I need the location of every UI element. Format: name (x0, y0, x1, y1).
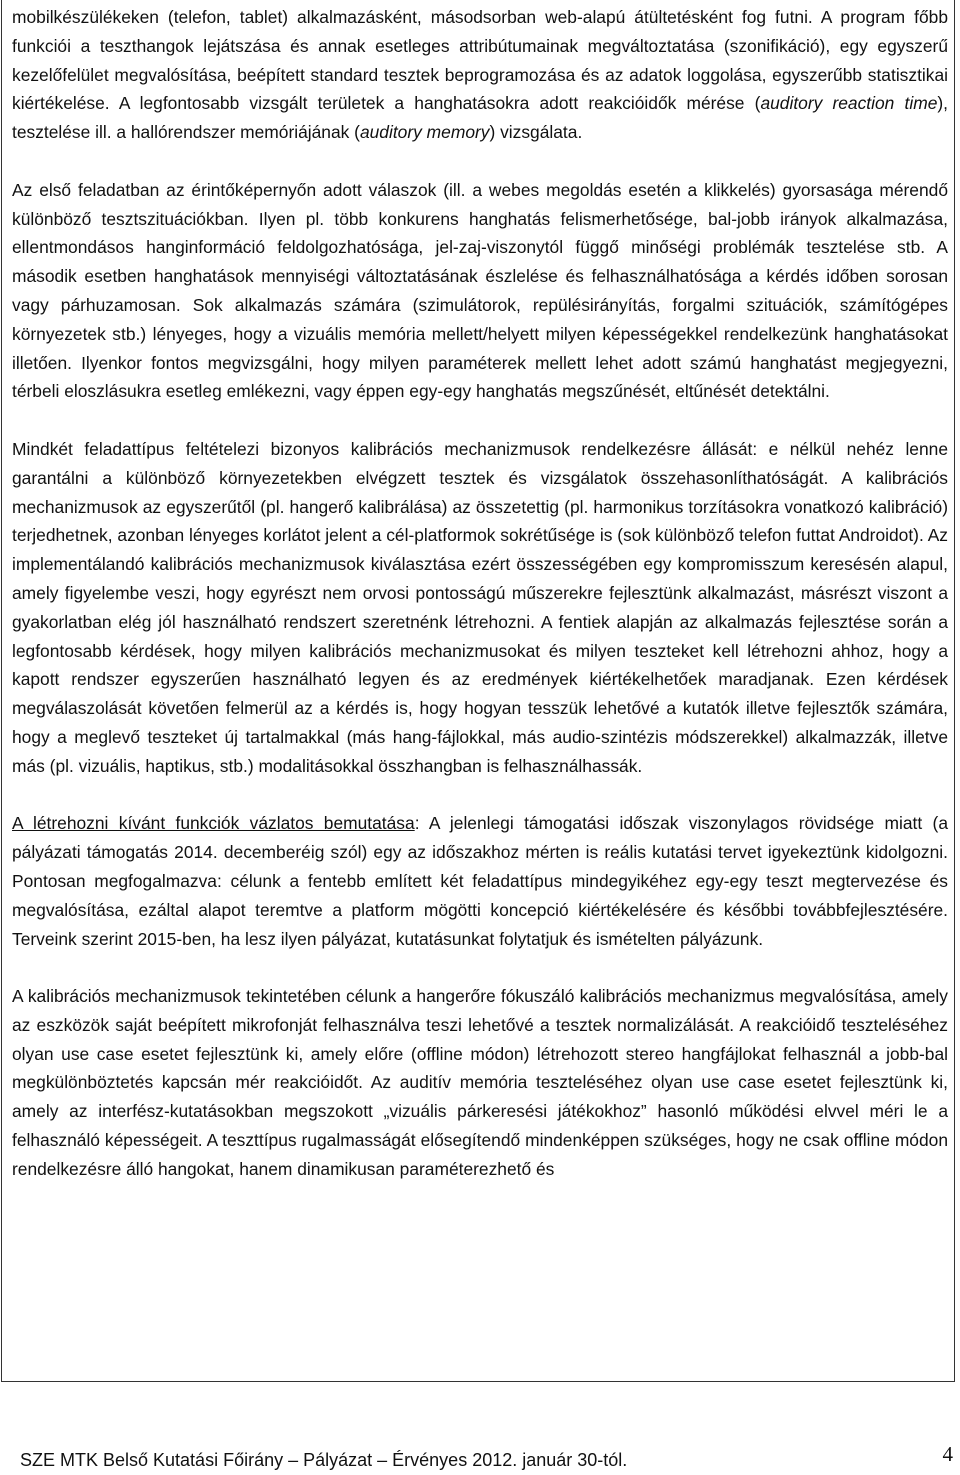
paragraph-intro-text: mobilkészülékeken (telefon, tablet) alkalmazásként, másodsorban web-alapú átültetésként fog futni. A program főbb funkciói a teszthangok lejátszása és annak esetleges attribútumainak megváltoztatása (szonifikáció), egy egyszerű kezelőfelület megvalósítása, beépített standard tesztek beprogramozása és az adatok loggolása, egyszerűbb statisztikai kiértékelése. A legfontosabb vizsgált területek a hanghatásokra adott reakcióidők mérése ( (12, 7, 948, 114)
term-auditory-memory: auditory memory (359, 122, 490, 143)
term-auditory-reaction-time: auditory reaction time (760, 93, 938, 114)
paragraph-intro-middle: ), tesztelése ill. a hallórendszer memóriájának ( (12, 93, 948, 143)
page-footer (20, 1442, 955, 1474)
paragraph-intro (12, 3, 948, 147)
paragraph-intro-end: ) vizsgálata. (489, 122, 583, 143)
paragraph-tasks: Az első feladatban az érintőképernyőn adott válaszok (ill. a webes megoldás esetén a klikkelés) gyorsasága mérendő különböző tesztszituációkban. Ilyen pl. több konkurens hanghatás felismerhetősége, bal-jobb irányok alkalmazása, ellentmondásos hanginformáció feldolgozhatósága, jel-zaj-viszonytól függő minőségi problémák tesztelése stb. A második esetben hanghatások mennyiségi változtatásának észlelése és felhasználhatósága a kérdés időben sorosan vagy párhuzamosan. Sok alkalmazás számára (szimulátorok, repülésirányítás, forgalmi szituációk, számítógépes környezetek stb.) lényeges, hogy a vizuális memória mellett/helyett milyen képességekkel rendelkezünk hanghatásokat illetően. Ilyenkor fontos megvizsgálni, hogy milyen paraméterek mellett lehet adott számú hanghatást megjegyezni, térbeli eloszlásukra esetleg emlékezni, vagy éppen egy-egy hanghatás megszűnését, eltűnését detektálni. (12, 179, 948, 402)
paragraph-functions (12, 809, 948, 953)
paragraph-functions-text: : A jelenlegi támogatási időszak viszonylagos rövidsége miatt (a pályázati támogatás 2014. decemberéig szól) egy az időszakhoz mérten is reális kutatási tervet igyekeztünk kidolgozni. Pontosan megfogalmazva: célunk a fentebb említett két feladattípus mindegyikéhez egy-egy teszt megtervezése és megvalósítása, ezáltal alapot teremtve a platform mögötti koncepció kiértékelésére és későbbi továbbfejlesztésére. Terveink szerint 2015-ben, ha lesz ilyen pályázat, kutatásunkat folytatjuk és ismételten pályázunk. (12, 813, 948, 949)
footer-text: SZE MTK Belső Kutatási Főirány – Pályázat – Érvényes 2012. január 30-tól. (20, 1450, 628, 1470)
paragraph-calibration: Mindkét feladattípus feltételezi bizonyos kalibrációs mechanizmusok rendelkezésre állását: e nélkül nehéz lenne garantálni a különböző környezetekben elvégzett tesztek és vizsgálatok összehasonlíthatóságát. A kalibrációs mechanizmusok az egyszerűtől (pl. hangerő kalibrálása) az összetettig (pl. harmonikus torzításokra vonatkozó kalibráció) terjedhetnek, azonban lényeges korlátot jelent a cél-platformok sokrétűsége is (sok különböző telefon futtat Androidot). Az implementálandó kalibrációs mechanizmusok kiválasztása ezért összességében egy kompromisszum keresésén alapul, amely figyelembe veszi, hogy egyrészt nem orvosi pontosságú műszerekre fejlesztünk alkalmazást, másrészt viszont a gyakorlatban elég jól használható rendszert szeretnénk létrehozni. A fentiek alapján az alkalmazás fejlesztése során a legfontosabb kérdések, hogy milyen kalibrációs mechanizmusokat és milyen teszteket kell létrehozni ahhoz, hogy a kapott rendszer egyszerűen használható legyen és az eredmények kiértékelhetőek maradjanak. Ezen kérdések megválaszolását követően felmerül az a kérdés is, hogy hogyan tesszük lehetővé a kutatók illetve fejlesztők számára, hogy a meglevő teszteket új tartalmakkal (más hang-fájlokkal, más audio-szintézis módszerekkel) alkalmazzák, illetve más (pl. vizuális, haptikus, stb.) modalitásokkal összhangban is felhasználhassák. (12, 438, 948, 776)
section-heading: A létrehozni kívánt funkciók vázlatos bemutatása (12, 813, 415, 834)
page-number: 4 (942, 1442, 953, 1466)
paragraph-calibration-goals: A kalibrációs mechanizmusok tekintetében célunk a hangerőre fókuszáló kalibrációs mechanizmus megvalósítása, amely az eszközök saját beépített mikrofonját felhasználva teszi lehetővé a tesztek normalizálását. A reakcióidő teszteléséhez olyan use case esetet fejlesztünk ki, amely előre (offline módon) létrehozott stereo hangfájlokat felhasznál a jobb-bal megkülönböztetés kapcsán mér reakcióidőt. Az auditív memória teszteléséhez olyan use case esetet fejlesztünk ki, amely az interfész-kutatásokban megszokott „vizuális párkeresési játékokhoz” hasonló működési elvvel méri le a felhasználó képességeit. A teszttípus rugalmasságát elősegítendő mindenképpen szükséges, hogy ne csak offline módon rendelkezésre álló hangokat, hanem dinamikusan paraméterezhető és (12, 986, 948, 1179)
document-body (12, 3, 948, 1184)
